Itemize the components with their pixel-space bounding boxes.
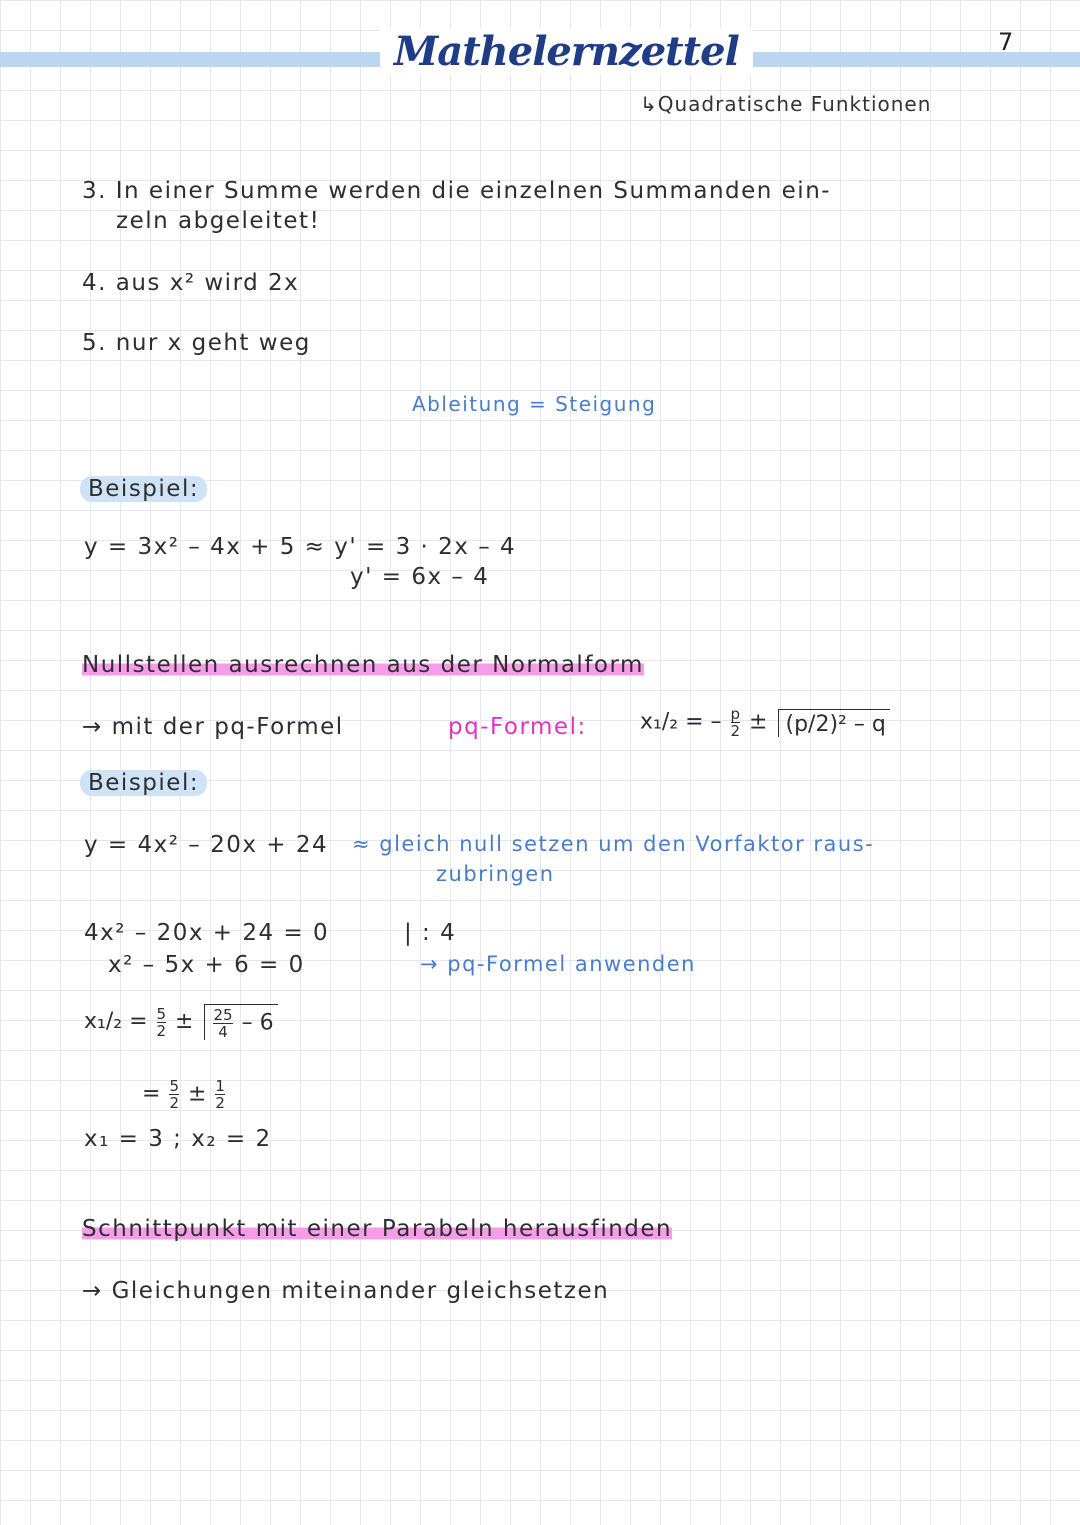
pq-lhs: x₁/₂ = – [640, 709, 722, 735]
note-ableitung: Ableitung = Steigung [412, 392, 657, 416]
schnittpunkt-heading: Schnittpunkt mit einer Parabeln herausfinden [82, 1216, 673, 1242]
pq-p-over-2: $\frac{p}{2}$ [730, 705, 741, 740]
rule-3-line1: 3. In einer Summe werden die einzelnen Summanden ein- [82, 178, 832, 204]
equation-2: x² – 5x + 6 = 0 [108, 952, 305, 978]
simplified-plus-minus: ± [187, 1081, 207, 1107]
pq-formula-label: pq-Formel: [448, 714, 587, 740]
pq-applied-lhs: x₁/₂ = [84, 1009, 148, 1034]
nullstellen-method: → mit der pq-Formel [82, 714, 344, 740]
note-pq-apply: → pq-Formel anwenden [420, 952, 696, 976]
root-25-over-4-minus-6: $\frac{25}{4}$ – 6 [204, 1004, 277, 1040]
example-1-line1: y = 3x² – 4x + 5 ≈ y' = 3 · 2x – 4 [84, 534, 517, 560]
rule-3-line2: zeln abgeleitet! [116, 208, 321, 234]
example-2-note-line1: ≈ gleich null setzen um den Vorfaktor raus- [352, 832, 875, 856]
example-2-function: y = 4x² – 20x + 24 [84, 832, 329, 858]
page-title: Mathelernzettel [380, 28, 753, 75]
pq-root: (p/2)² – q [778, 709, 889, 737]
result: x₁ = 3 ; x₂ = 2 [84, 1126, 272, 1152]
fraction-5-over-2: $\frac{5}{2}$ [156, 1004, 167, 1040]
page-number: 7 [998, 28, 1014, 56]
fraction-5-over-2-b: $\frac{5}{2}$ [169, 1077, 179, 1112]
division-step: | : 4 [404, 920, 457, 946]
simplified-step [142, 1078, 227, 1111]
rule-5: 5. nur x geht weg [82, 330, 311, 356]
nullstellen-heading: Nullstellen ausrechnen aus der Normalform [82, 652, 644, 678]
equation-1: 4x² – 20x + 24 = 0 [84, 920, 330, 946]
example-2-note-line2: zubringen [436, 862, 555, 886]
simplified-equals: = [142, 1081, 161, 1107]
pq-plus-minus: ± [749, 709, 768, 735]
example-label-1: Beispiel: [80, 476, 207, 502]
pq-applied [84, 1004, 278, 1040]
pq-formula [640, 706, 890, 739]
subtitle: ↳Quadratische Funktionen [640, 92, 932, 116]
rule-4: 4. aus x² wird 2x [82, 270, 300, 296]
schnittpunkt-method: → Gleichungen miteinander gleichsetzen [82, 1278, 610, 1304]
fraction-1-over-2: $\frac{1}{2}$ [215, 1077, 225, 1112]
example-label-2: Beispiel: [80, 770, 207, 796]
pq-applied-plus-minus: ± [175, 1009, 194, 1034]
example-1-line2: y' = 6x – 4 [350, 564, 490, 590]
